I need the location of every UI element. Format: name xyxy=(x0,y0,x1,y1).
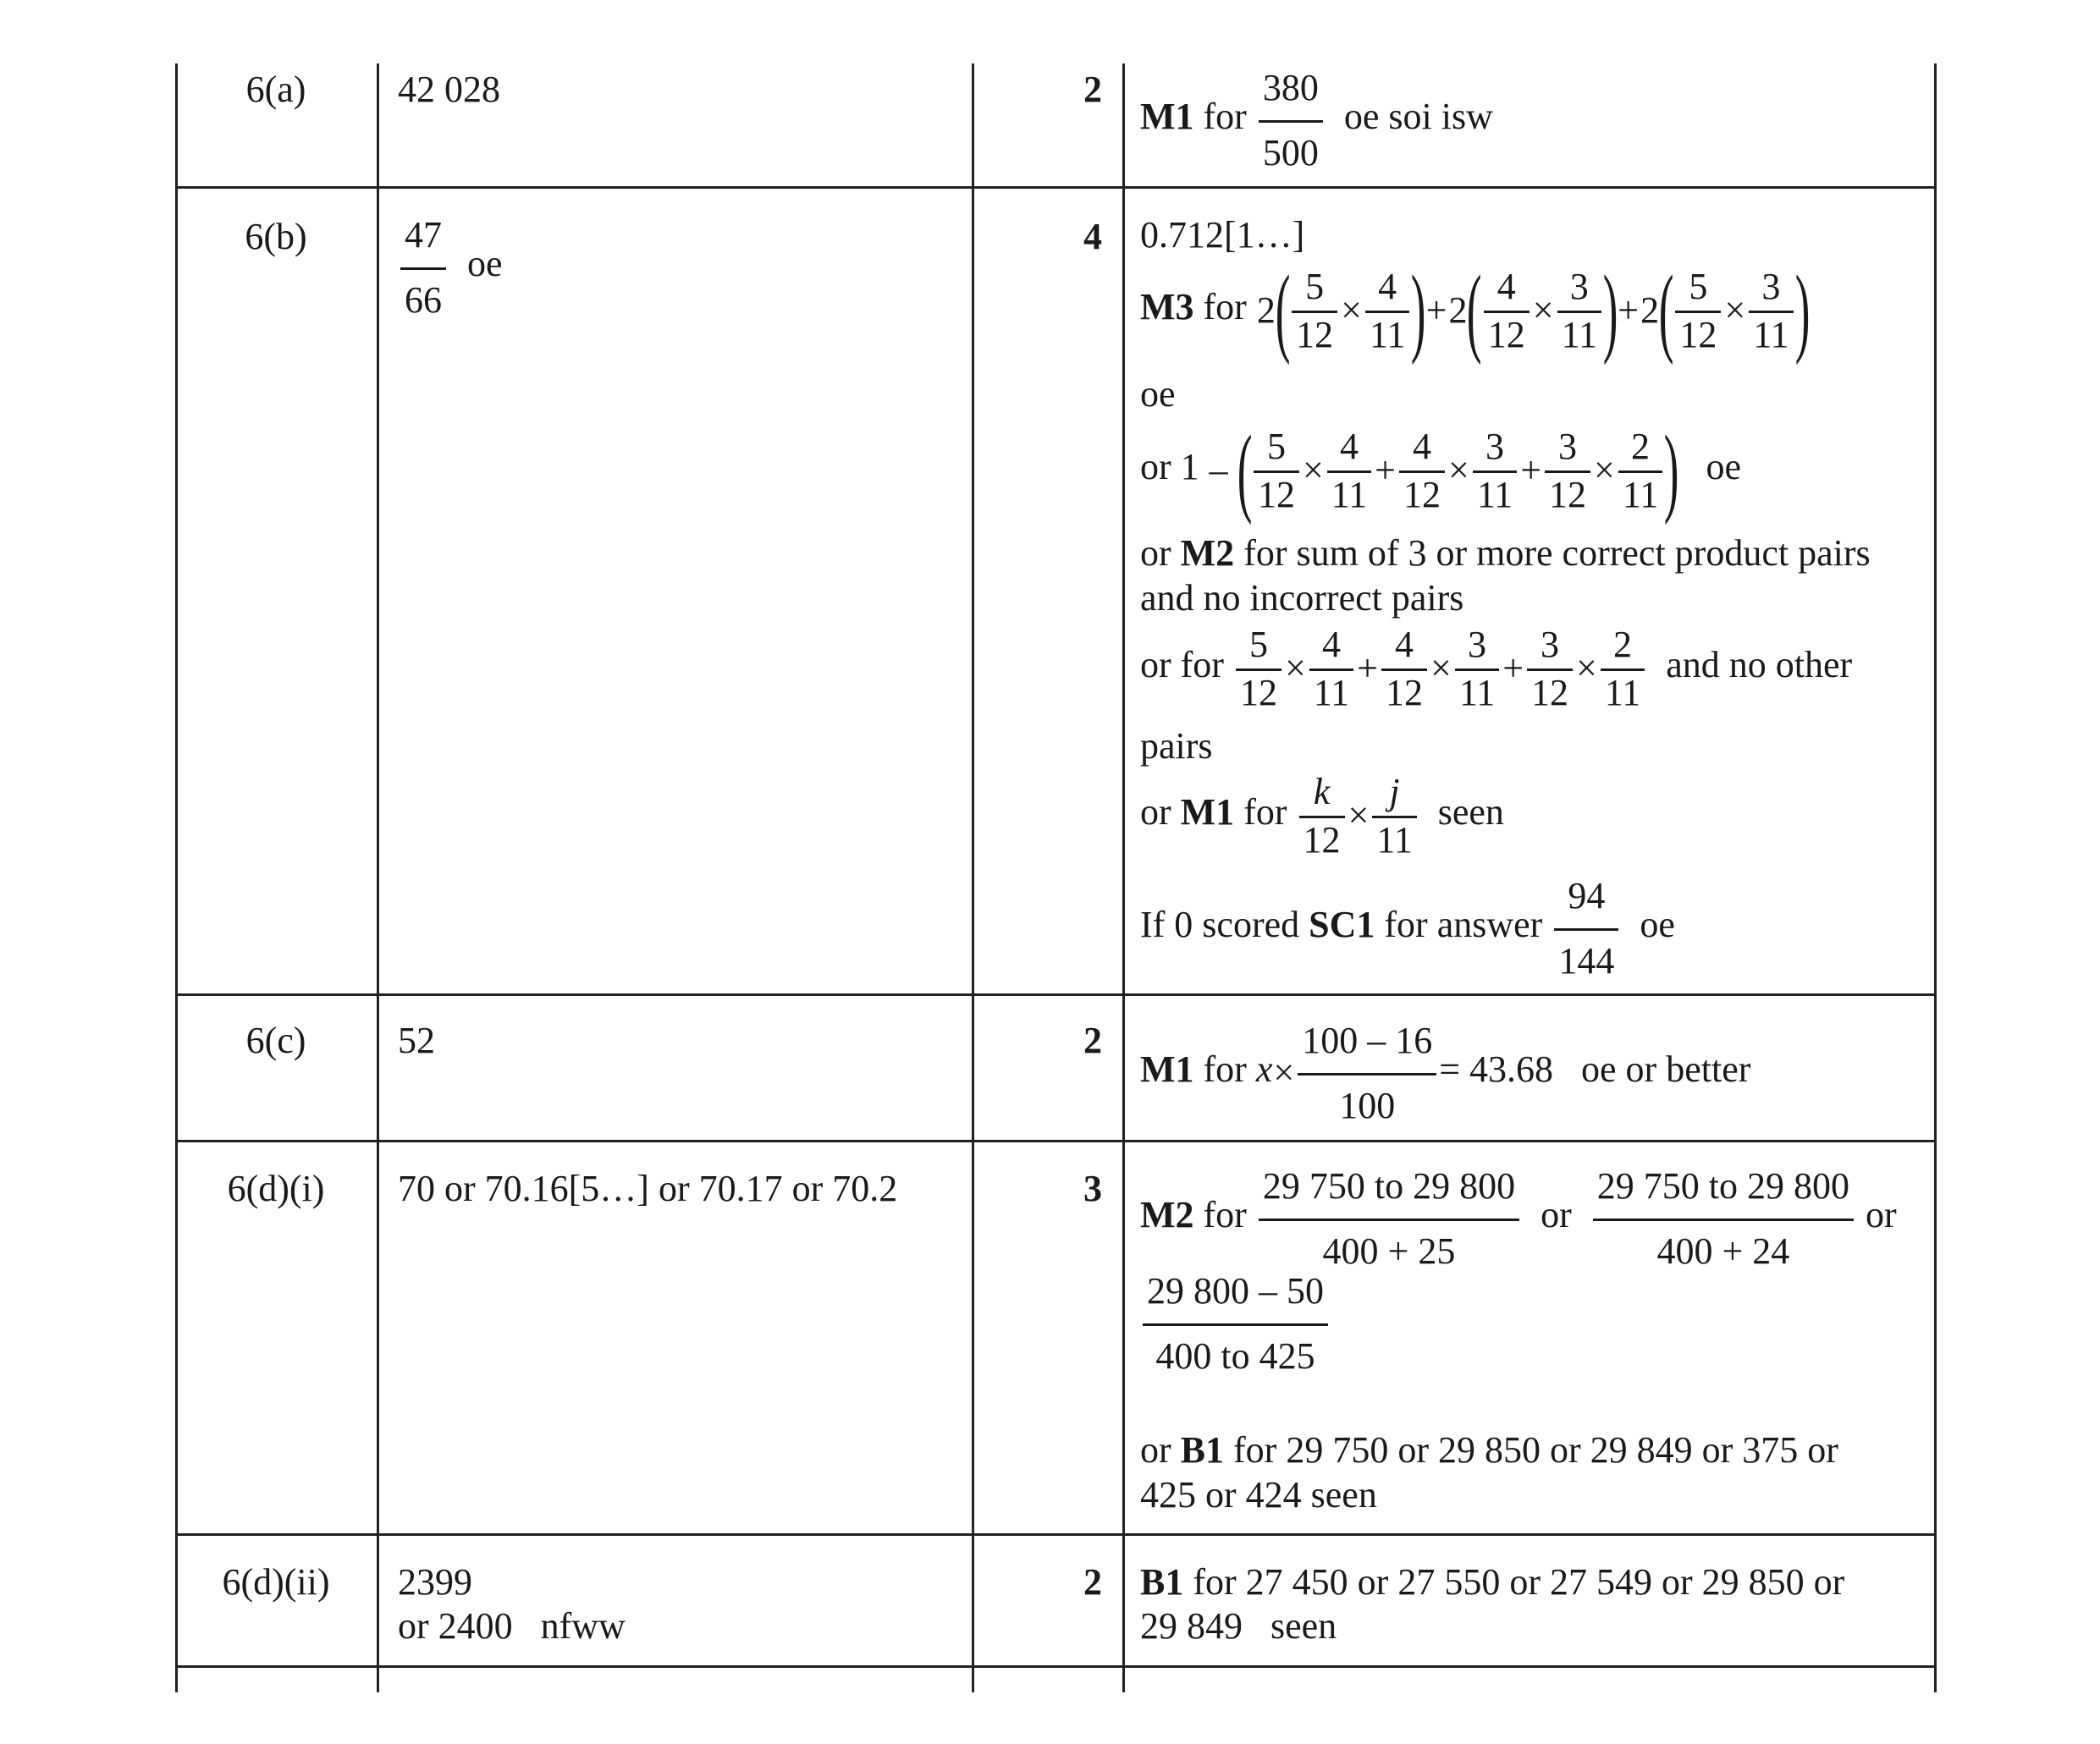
guidance-text: If 0 scored xyxy=(1140,904,1300,946)
denominator: 11 xyxy=(1376,818,1413,861)
denominator: 400 + 25 xyxy=(1322,1230,1456,1272)
guidance-line xyxy=(1140,624,1852,712)
denominator: 400 + 24 xyxy=(1656,1230,1790,1272)
guidance-text: seen xyxy=(1437,791,1504,833)
denominator: 12 xyxy=(1403,473,1441,515)
row-divider xyxy=(175,186,1937,189)
numerator: 3 xyxy=(1545,426,1590,473)
question-number: 6(b) xyxy=(245,216,307,257)
denominator: 12 xyxy=(1257,473,1295,515)
numerator: 380 xyxy=(1259,68,1323,123)
mark-code: M2 xyxy=(1140,1194,1194,1236)
fraction xyxy=(1557,267,1601,355)
guidance-text: or xyxy=(1140,532,1171,574)
operator: × xyxy=(1576,647,1597,690)
fraction xyxy=(1527,624,1573,712)
row-divider xyxy=(175,1665,1937,1668)
guidance-text: or xyxy=(1140,446,1171,488)
guidance-text: for xyxy=(1203,96,1247,138)
guidance-line xyxy=(1140,68,1493,173)
paren-close: ) xyxy=(1411,255,1426,366)
denominator: 11 xyxy=(1753,313,1789,355)
answer-text: 70 or 70.16[5…] or 70.17 or 70.2 xyxy=(398,1168,898,1209)
numerator: 5 xyxy=(1236,624,1281,671)
numerator: 47 xyxy=(400,215,446,270)
fraction xyxy=(1593,1166,1854,1271)
operator: × xyxy=(1348,795,1370,837)
guidance-line: pairs xyxy=(1140,725,1213,767)
numerator: 4 xyxy=(1381,624,1427,671)
question-number: 6(a) xyxy=(245,69,306,110)
guidance-text: for sum of 3 or more correct product pairs xyxy=(1243,532,1871,574)
fraction xyxy=(1298,1021,1436,1125)
marks-value: 3 xyxy=(1083,1168,1102,1209)
denominator: 11 xyxy=(1604,671,1641,713)
guidance-text: for xyxy=(1243,791,1287,833)
fraction xyxy=(400,215,446,320)
denominator: 12 xyxy=(1386,671,1423,713)
numerator: 29 750 to 29 800 xyxy=(1259,1166,1519,1221)
numerator: 3 xyxy=(1455,624,1499,671)
denominator: 12 xyxy=(1679,313,1717,355)
operator: × xyxy=(1273,1052,1295,1094)
denominator: 11 xyxy=(1561,313,1597,355)
marks-value: 2 xyxy=(1083,69,1102,110)
guidance-line: and no incorrect pairs xyxy=(1140,577,1464,619)
guidance-text: for xyxy=(1203,1048,1247,1091)
row-divider xyxy=(175,1533,1937,1536)
fraction xyxy=(1618,426,1662,514)
fraction xyxy=(1259,1166,1519,1271)
numerator: 5 xyxy=(1675,267,1721,313)
guidance-line xyxy=(1140,772,1504,860)
mark-code: M1 xyxy=(1140,96,1194,138)
denominator: 11 xyxy=(1369,313,1406,355)
fraction xyxy=(1455,624,1499,712)
question-number: 6(d)(ii) xyxy=(222,1561,330,1603)
fraction xyxy=(1309,624,1353,712)
operator: – xyxy=(1209,449,1228,491)
operator: × xyxy=(1284,647,1306,690)
guidance-text: oe soi isw xyxy=(1343,96,1493,138)
denominator: 12 xyxy=(1549,473,1587,515)
numerator: 5 xyxy=(1292,267,1337,313)
denominator: 100 xyxy=(1339,1084,1396,1126)
numerator: 3 xyxy=(1527,624,1573,671)
fraction xyxy=(1327,426,1371,514)
fraction xyxy=(1554,876,1618,981)
numerator: 3 xyxy=(1749,267,1793,313)
mark-code: B1 xyxy=(1140,1561,1184,1603)
answer-text: 42 028 xyxy=(398,69,500,110)
numerator: 29 800 – 50 xyxy=(1143,1271,1328,1326)
numerator: 4 xyxy=(1309,624,1353,671)
guidance-line xyxy=(1140,415,1742,525)
fraction xyxy=(1484,267,1530,355)
table-border-right xyxy=(1934,63,1937,1692)
answer-suffix: oe xyxy=(467,243,503,285)
paren-close: ) xyxy=(1664,415,1679,525)
numerator: 3 xyxy=(1557,267,1601,313)
denominator: 11 xyxy=(1313,671,1350,713)
paren-close: ) xyxy=(1602,255,1618,366)
coefficient: 2 xyxy=(1448,289,1468,331)
operator: + xyxy=(1520,449,1542,491)
fraction xyxy=(1143,1271,1328,1376)
numerator: 4 xyxy=(1327,426,1371,473)
guidance-text: for xyxy=(1203,286,1247,328)
operator: × xyxy=(1341,289,1362,331)
numerator: j xyxy=(1372,772,1416,818)
denominator: 12 xyxy=(1303,818,1341,861)
denominator: 11 xyxy=(1458,671,1496,713)
guidance-line xyxy=(1140,532,1871,574)
column-divider-3 xyxy=(1122,63,1125,1692)
guidance-text: or xyxy=(1140,1429,1171,1471)
question-number: 6(d)(i) xyxy=(227,1168,325,1209)
mark-code: M1 xyxy=(1140,1048,1194,1091)
guidance-text: for 27 450 or 27 550 or 27 549 or 29 850 or xyxy=(1193,1561,1845,1603)
guidance-line xyxy=(1140,1429,1838,1471)
mark-code: SC1 xyxy=(1309,904,1375,946)
marks-value: 4 xyxy=(1083,216,1102,257)
numerator: 29 750 to 29 800 xyxy=(1593,1166,1854,1221)
fraction xyxy=(1545,426,1590,514)
guidance-text: or xyxy=(1140,791,1171,833)
guidance-text: 1 xyxy=(1180,446,1199,488)
guidance-text: oe or better xyxy=(1581,1048,1751,1091)
numerator: 3 xyxy=(1473,426,1517,473)
variable: x xyxy=(1255,1048,1273,1091)
guidance-text: and no other xyxy=(1666,644,1853,686)
fraction xyxy=(1236,624,1281,712)
guidance-text: for 29 750 or 29 850 or 29 849 or 375 or xyxy=(1233,1429,1838,1471)
fraction xyxy=(1292,267,1337,355)
operator: + xyxy=(1375,449,1396,491)
coefficient: 2 xyxy=(1256,289,1276,331)
guidance-line: 29 849 seen xyxy=(1140,1605,1337,1647)
operator: × xyxy=(1302,449,1324,491)
fraction xyxy=(1365,267,1409,355)
mark-code: B1 xyxy=(1180,1429,1225,1471)
numerator: 2 xyxy=(1601,624,1645,671)
guidance-text: or xyxy=(1865,1194,1897,1236)
guidance-line xyxy=(1140,1021,1750,1125)
fraction xyxy=(1473,426,1517,514)
paren-open: ( xyxy=(1658,255,1674,366)
paren-open: ( xyxy=(1467,255,1482,366)
denominator: 11 xyxy=(1331,473,1368,515)
operator: × xyxy=(1447,449,1469,491)
paren-open: ( xyxy=(1275,255,1291,366)
operator: + xyxy=(1425,289,1447,331)
fraction xyxy=(1254,426,1299,514)
paren-open: ( xyxy=(1237,415,1253,525)
fraction xyxy=(1749,267,1793,355)
denominator: 11 xyxy=(1476,473,1513,515)
denominator: 12 xyxy=(1296,313,1334,355)
operator: × xyxy=(1430,647,1452,690)
numerator: 94 xyxy=(1554,876,1618,931)
numerator: 5 xyxy=(1254,426,1299,473)
numerator: k xyxy=(1299,772,1345,818)
table-border-left xyxy=(175,63,178,1692)
fraction xyxy=(1675,267,1721,355)
marks-value: 2 xyxy=(1083,1020,1102,1061)
fraction xyxy=(1399,426,1445,514)
guidance-line xyxy=(1140,1166,1897,1271)
denominator: 400 to 425 xyxy=(1155,1334,1315,1377)
fraction xyxy=(1381,624,1427,712)
mark-code: M3 xyxy=(1140,286,1194,328)
fraction xyxy=(1601,624,1645,712)
guidance-text: for xyxy=(1203,1194,1247,1236)
denominator: 66 xyxy=(405,278,442,321)
guidance-line xyxy=(1140,255,1811,366)
question-number: 6(c) xyxy=(245,1020,306,1061)
numerator: 4 xyxy=(1365,267,1409,313)
numerator: 2 xyxy=(1618,426,1662,473)
answer-text: 52 xyxy=(398,1020,435,1061)
guidance-line xyxy=(1140,876,1675,981)
answer-fraction xyxy=(398,215,503,320)
denominator: 12 xyxy=(1487,313,1525,355)
mark-code: M1 xyxy=(1180,791,1235,833)
paren-close: ) xyxy=(1794,255,1811,366)
guidance-line xyxy=(1140,1561,1845,1603)
row-divider xyxy=(175,993,1937,996)
column-divider-2 xyxy=(972,63,974,1692)
operator: × xyxy=(1532,289,1554,331)
column-divider-1 xyxy=(377,63,379,1692)
guidance-text: or for xyxy=(1140,644,1224,686)
guidance-line xyxy=(1140,1271,1331,1376)
fraction xyxy=(1372,772,1416,860)
denominator: 12 xyxy=(1531,671,1569,713)
guidance-line: 425 or 424 seen xyxy=(1140,1474,1377,1516)
operator: + xyxy=(1357,647,1378,690)
guidance-line: 0.712[1…] xyxy=(1140,214,1305,256)
coefficient: 2 xyxy=(1640,289,1660,331)
fraction xyxy=(1299,772,1345,860)
operator: × xyxy=(1724,289,1746,331)
marks-value: 2 xyxy=(1083,1561,1102,1603)
guidance-text: oe xyxy=(1140,373,1176,415)
operator: + xyxy=(1618,289,1640,331)
denominator: 500 xyxy=(1262,131,1319,173)
numerator: 100 – 16 xyxy=(1298,1021,1436,1076)
guidance-text: oe xyxy=(1640,904,1675,946)
answer-text: or 2400 nfww xyxy=(398,1605,626,1647)
numerator: 4 xyxy=(1399,426,1445,473)
mark-code: M2 xyxy=(1180,532,1235,574)
guidance-text: for answer xyxy=(1384,904,1543,946)
denominator: 11 xyxy=(1622,473,1659,515)
operator: + xyxy=(1502,647,1524,690)
denominator: 12 xyxy=(1239,671,1277,713)
operator: × xyxy=(1594,449,1615,491)
guidance-text: oe xyxy=(1706,446,1742,488)
equation-rhs: = 43.68 xyxy=(1439,1048,1554,1091)
guidance-text: or xyxy=(1541,1194,1572,1236)
answer-text: 2399 xyxy=(398,1561,472,1603)
denominator: 144 xyxy=(1558,939,1615,982)
numerator: 4 xyxy=(1484,267,1530,313)
fraction xyxy=(1259,68,1323,173)
row-divider xyxy=(175,1140,1937,1142)
